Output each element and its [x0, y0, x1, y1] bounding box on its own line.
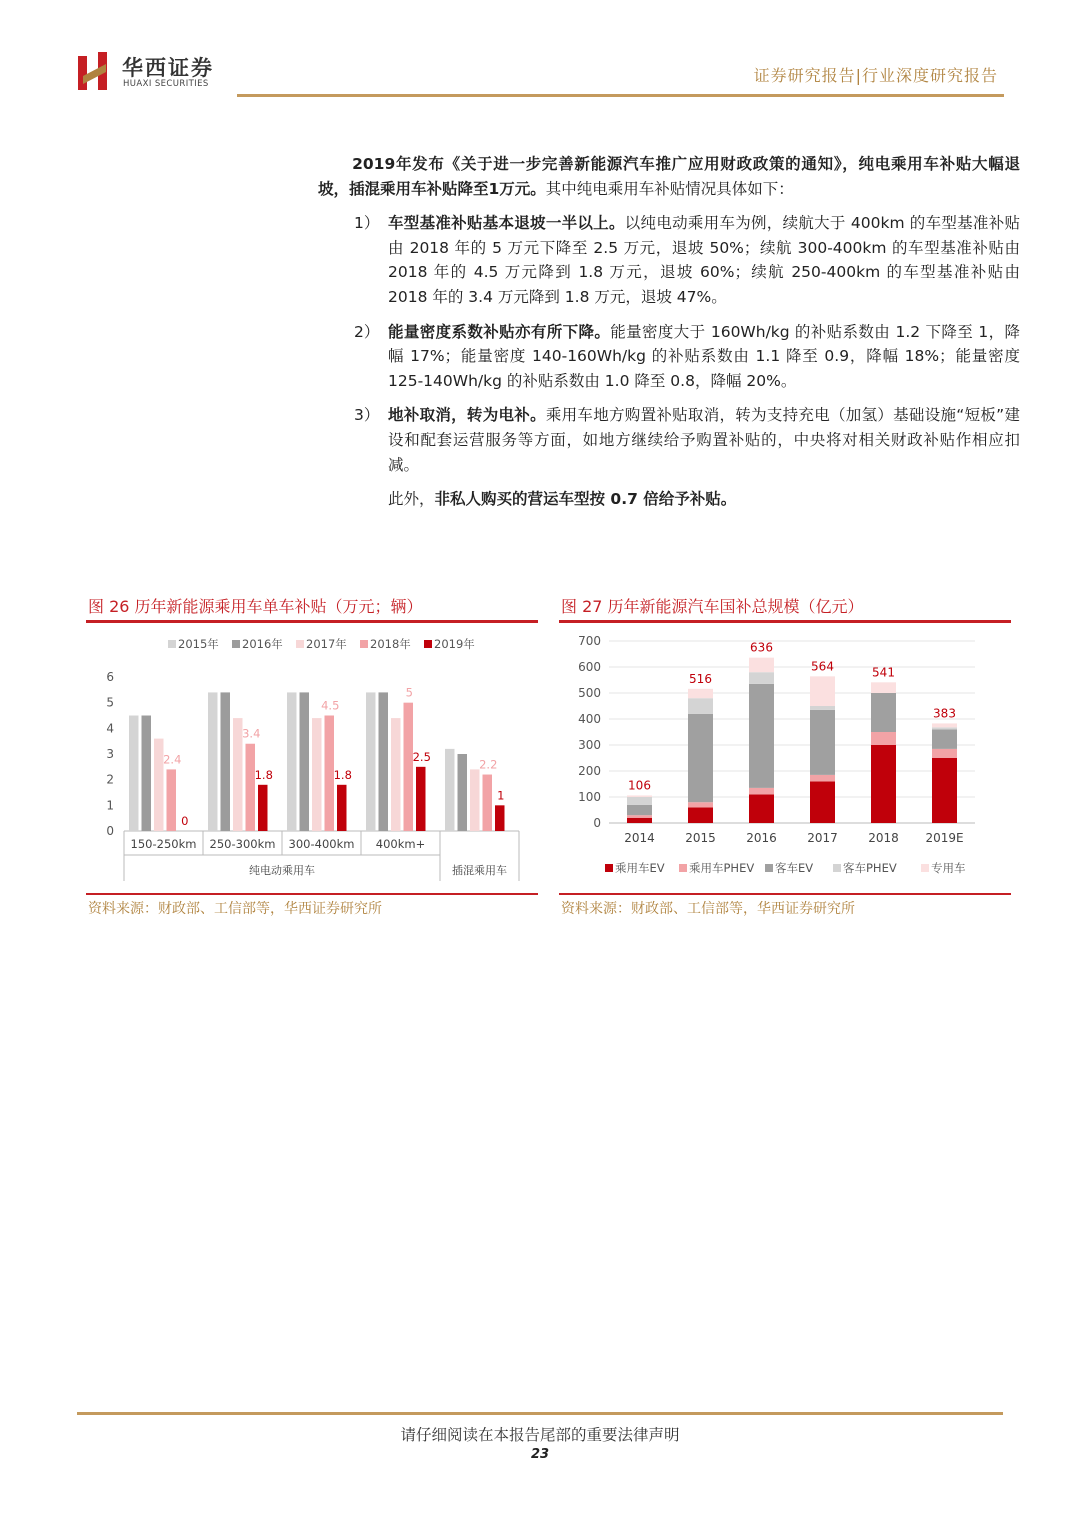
extra-paragraph [318, 487, 1020, 512]
data-label: 1 [497, 788, 505, 803]
bar [129, 716, 139, 832]
x-group-label: 插混乘用车 [452, 864, 507, 877]
bar [337, 785, 347, 831]
x-group-label: 纯电动乘用车 [249, 864, 315, 877]
x-tick-label: 250-300km [209, 837, 276, 851]
bar [325, 716, 335, 832]
stacked-bar-segment [932, 729, 957, 749]
stacked-bar-segment [810, 676, 835, 706]
legend-swatch [168, 640, 176, 648]
bar [312, 718, 322, 831]
y-tick-label: 100 [578, 790, 601, 804]
y-tick-label: 3 [106, 747, 114, 761]
data-label: 1.8 [254, 767, 273, 782]
y-tick-label: 700 [578, 634, 601, 648]
huaxi-logo-icon [78, 52, 110, 90]
figure-26-bottom-rule [86, 893, 538, 895]
stacked-bar-segment [932, 758, 957, 823]
stacked-bar-segment [810, 775, 835, 782]
y-tick-label: 300 [578, 738, 601, 752]
stacked-bar-segment [932, 723, 957, 727]
total-label: 106 [628, 778, 651, 793]
x-tick-label: 150-250km [130, 837, 197, 851]
item-text: 以纯电动乘用车为例，续航大于 400km 的车型基准补贴由 2018 年的 5 万元下降至 2.5 万元，退坡 50%；续航 300-400km 的车型基准补贴由 2018 年的 4.5 万元降到 1.8 万元，退坡 60%；续航 250-400km 的车型基准补贴由 2018 年的 3.4 万元降到 1.8 万元，退坡 47%。 [388, 214, 1020, 306]
legend-swatch [679, 864, 687, 872]
list-item [318, 320, 1020, 394]
extra-plain: 此外， [388, 490, 435, 509]
figure-27-top-rule [559, 620, 1011, 623]
legend-label: 客车EV [775, 861, 814, 875]
legend-swatch [232, 640, 240, 648]
bar [458, 754, 468, 831]
bar [287, 692, 297, 831]
data-label: 2.2 [479, 757, 498, 772]
bar [300, 692, 310, 831]
item-bold: 能量密度系数补贴亦有所下降。 [388, 322, 611, 341]
item-bold: 车型基准补贴基本退坡一半以上。 [388, 214, 625, 233]
legend-label: 2019年 [434, 637, 475, 651]
stacked-bar-segment [871, 732, 896, 745]
figure-26-title: 图 26 历年新能源乘用车单车补贴（万元；辆） [88, 597, 423, 616]
stacked-bar-segment [932, 727, 957, 729]
figure-26-top-rule [86, 620, 538, 623]
bar [495, 805, 505, 831]
stacked-bar-segment [871, 745, 896, 823]
stacked-bar-segment [749, 684, 774, 788]
figure-26-chart [86, 626, 538, 888]
legend-label: 乘用车EV [615, 861, 665, 875]
y-tick-label: 200 [578, 764, 601, 778]
x-tick-label: 2017 [807, 831, 838, 845]
legend-swatch [605, 864, 613, 872]
x-tick-label: 400km+ [375, 837, 426, 851]
x-tick-label: 2018 [868, 831, 899, 845]
stacked-bar-segment [627, 818, 652, 823]
bar [221, 692, 231, 831]
x-tick-label: 300-400km [288, 837, 355, 851]
total-label: 636 [750, 640, 773, 655]
page-number: 23 [530, 1447, 550, 1462]
stacked-bar-segment [688, 689, 713, 698]
legend-swatch [360, 640, 368, 648]
bar [445, 749, 455, 831]
figure-27-chart [559, 626, 1011, 888]
total-label: 516 [689, 671, 712, 686]
x-tick-label: 2016 [746, 831, 777, 845]
stacked-bar-segment [749, 658, 774, 673]
y-tick-label: 5 [106, 695, 114, 710]
figure-27-bottom-rule [559, 893, 1011, 895]
y-tick-label: 600 [578, 660, 601, 674]
y-tick-label: 400 [578, 712, 601, 726]
bar [246, 744, 256, 831]
stacked-bar-segment [749, 794, 774, 823]
total-label: 541 [872, 665, 895, 680]
stacked-bar-segment [627, 795, 652, 797]
legend-swatch [833, 864, 841, 872]
bar [416, 767, 426, 831]
y-tick-label: 0 [106, 824, 114, 838]
x-tick-label: 2015 [685, 831, 716, 845]
legend-label: 2016年 [242, 637, 283, 651]
data-label: 0 [181, 814, 189, 828]
stacked-bar-segment [749, 672, 774, 684]
total-label: 383 [933, 706, 956, 721]
item-number: 1） [354, 214, 380, 233]
bar [483, 775, 493, 831]
lead-rest: 其中纯电乘用车补贴情况具体如下： [545, 179, 794, 198]
stacked-bar-segment [810, 781, 835, 823]
total-label: 564 [811, 659, 834, 674]
legend-label: 乘用车PHEV [689, 861, 755, 875]
legend-label: 2015年 [178, 637, 219, 651]
bar [391, 718, 401, 831]
x-tick-label: 2019E [925, 831, 964, 845]
legal-notice: 请仔细阅读在本报告尾部的重要法律声明 [400, 1426, 680, 1444]
stacked-bar-segment [810, 710, 835, 775]
stacked-bar-segment [627, 805, 652, 815]
data-label: 4.5 [321, 698, 340, 713]
footer-divider [77, 1412, 1003, 1415]
lead-paragraph [318, 152, 1020, 201]
figure-27-title: 图 27 历年新能源汽车国补总规模（亿元） [561, 597, 864, 616]
lead-bold: 2019年发布《关于进一步完善新能源汽车推广应用财政政策的通知》，纯电乘用车补贴大幅退坡，插混乘用车补贴降至1万元。 [318, 155, 1020, 198]
stacked-bar-segment [627, 797, 652, 805]
y-tick-label: 500 [578, 686, 601, 700]
bar [154, 739, 164, 831]
stacked-bar-segment [688, 802, 713, 807]
y-tick-label: 4 [106, 721, 114, 736]
stacked-bar-segment [627, 815, 652, 818]
body-text [318, 152, 1020, 512]
item-text: 乘用车地方购置补贴取消，转为支持充电（加氢）基础设施“短板”建设和配套运营服务等方面，如地方继续给予购置补贴的，中央将对相关财政补贴作相应扣减。 [388, 406, 1020, 474]
legend-swatch [921, 864, 929, 872]
company-logo-text: 华西证券 [122, 56, 214, 80]
stacked-bar-segment [871, 682, 896, 693]
x-tick-label: 2014 [624, 831, 655, 845]
bar [233, 718, 243, 831]
item-number: 2） [354, 322, 380, 341]
bar [470, 769, 480, 831]
item-bold: 地补取消，转为电补。 [388, 406, 546, 425]
item-text: 能量密度大于 160Wh/kg 的补贴系数由 1.2 下降至 1，降幅 17%；能量密度 140-160Wh/kg 的补贴系数由 1.1 降至 0.9，降幅 18%；能量密度 125-140Wh/kg 的补贴系数由 1.0 降至 0.8，降幅 20%。 [388, 322, 1020, 390]
legend-swatch [765, 864, 773, 872]
extra-bold: 非私人购买的营运车型按 0.7 倍给予补贴。 [434, 490, 737, 509]
bar [167, 769, 177, 831]
figure-27-source: 资料来源：财政部、工信部等，华西证券研究所 [561, 901, 855, 917]
header-divider [237, 94, 1004, 97]
data-label: 2.5 [412, 749, 431, 764]
bar [258, 785, 268, 831]
bar [404, 703, 414, 831]
stacked-bar-segment [688, 714, 713, 802]
list-item [318, 403, 1020, 477]
bar [379, 692, 389, 831]
company-logo-subtext: HUAXI SECURITIES [123, 79, 209, 89]
y-tick-label: 6 [106, 670, 114, 684]
bar [366, 692, 376, 831]
legend-label: 客车PHEV [843, 861, 897, 875]
legend-swatch [424, 640, 432, 648]
stacked-bar-segment [932, 749, 957, 758]
stacked-bar-segment [871, 693, 896, 732]
stacked-bar-segment [749, 788, 774, 795]
legend-label: 2018年 [370, 637, 411, 651]
legend-label: 专用车 [931, 861, 966, 875]
stacked-bar-segment [810, 706, 835, 710]
y-tick-label: 1 [106, 798, 114, 813]
legend-label: 2017年 [306, 637, 347, 651]
data-label: 2.4 [163, 752, 182, 767]
report-type: 证券研究报告|行业深度研究报告 [753, 66, 998, 85]
data-label: 5 [405, 685, 413, 700]
legend-swatch [296, 640, 304, 648]
item-number: 3） [354, 406, 380, 425]
bar [208, 692, 218, 831]
figure-26-source: 资料来源：财政部、工信部等，华西证券研究所 [88, 901, 382, 917]
bar [142, 716, 152, 832]
data-label: 3.4 [242, 726, 261, 741]
y-tick-label: 0 [593, 816, 601, 830]
data-label: 1.8 [333, 767, 352, 782]
y-tick-label: 2 [106, 772, 114, 787]
stacked-bar-segment [688, 807, 713, 823]
stacked-bar-segment [688, 698, 713, 714]
list-item [318, 211, 1020, 309]
